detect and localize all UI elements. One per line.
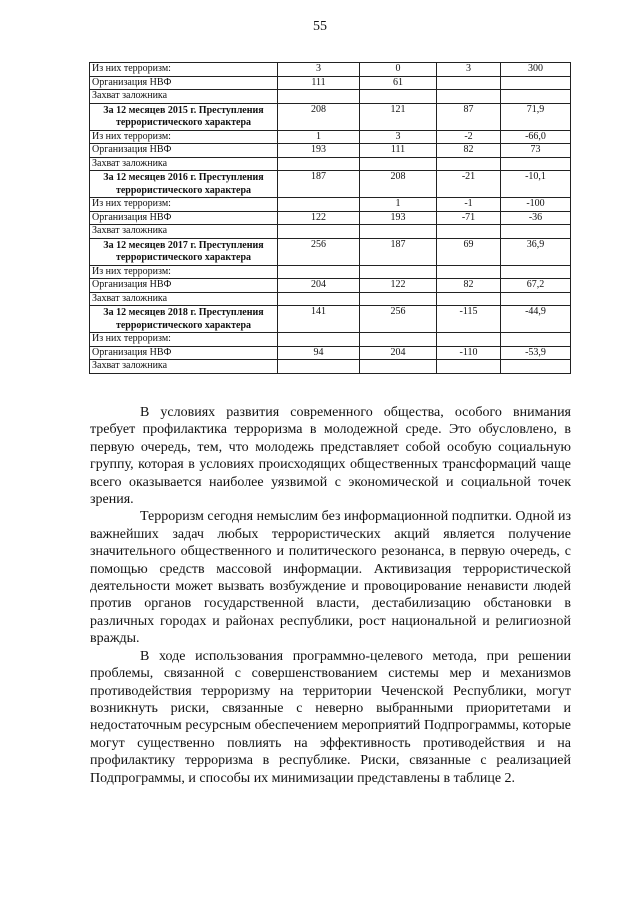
table-row — [90, 279, 571, 293]
table-cell: 73 — [501, 144, 571, 158]
table-cell: 256 — [278, 238, 360, 265]
table-cell — [360, 333, 437, 347]
table-row — [90, 198, 571, 212]
table-cell — [360, 90, 437, 104]
table-cell — [278, 292, 360, 306]
table-cell: 3 — [437, 63, 501, 77]
table-cell — [437, 157, 501, 171]
table-row — [90, 144, 571, 158]
table-cell: -21 — [437, 171, 501, 198]
table-cell: -10,1 — [501, 171, 571, 198]
table-cell — [360, 157, 437, 171]
table-cell: -53,9 — [501, 346, 571, 360]
table-cell — [437, 265, 501, 279]
table-row — [90, 292, 571, 306]
crime-statistics-table-body — [90, 63, 571, 374]
table-cell: 0 — [360, 63, 437, 77]
table-cell: 82 — [437, 279, 501, 293]
table-cell: 256 — [360, 306, 437, 333]
row-label: Захват заложника — [90, 225, 278, 239]
table-cell — [278, 157, 360, 171]
table-cell: 208 — [360, 171, 437, 198]
table-cell — [278, 333, 360, 347]
row-label: Захват заложника — [90, 157, 278, 171]
row-label: Организация НВФ — [90, 144, 278, 158]
table-row — [90, 211, 571, 225]
table-cell — [437, 292, 501, 306]
table-cell — [360, 360, 437, 374]
table-cell: 111 — [360, 144, 437, 158]
paragraph-youth-prevention: В условиях развития современного общества, особого внимания требует профилактика терроризма в молодежной среде. Это обусловлено, в первую очередь, тем, что молодежь представляет собой особую социальную группу, которая в условиях происходящих общественных трансформаций чаще всего оказывается наиболее уязвимой с экономической и социальной точек зрения. — [90, 405, 571, 508]
table-cell: -66,0 — [501, 130, 571, 144]
table-row — [90, 225, 571, 239]
row-label: Организация НВФ — [90, 211, 278, 225]
table-cell — [501, 360, 571, 374]
table-cell — [501, 333, 571, 347]
table-cell — [437, 225, 501, 239]
row-label: Захват заложника — [90, 292, 278, 306]
table-cell — [501, 90, 571, 104]
table-cell: -100 — [501, 198, 571, 212]
table-cell: 204 — [278, 279, 360, 293]
row-label: Организация НВФ — [90, 279, 278, 293]
table-cell — [278, 360, 360, 374]
table-cell: 3 — [278, 63, 360, 77]
table-cell — [278, 198, 360, 212]
row-label: Из них терроризм: — [90, 198, 278, 212]
table-cell: 36,9 — [501, 238, 571, 265]
table-cell: 204 — [360, 346, 437, 360]
table-row — [90, 346, 571, 360]
table-cell: -71 — [437, 211, 501, 225]
crime-statistics-table — [89, 62, 571, 374]
row-label: За 12 месяцев 2018 г. Преступления террористического характера — [90, 306, 278, 333]
table-cell: 193 — [360, 211, 437, 225]
table-cell — [360, 265, 437, 279]
table-cell — [278, 265, 360, 279]
row-label: Из них терроризм: — [90, 333, 278, 347]
table-cell — [501, 265, 571, 279]
table-cell — [360, 225, 437, 239]
table-cell — [501, 76, 571, 90]
table-cell — [501, 157, 571, 171]
row-label: Захват заложника — [90, 360, 278, 374]
table-row — [90, 360, 571, 374]
table-cell — [360, 292, 437, 306]
row-label: Захват заложника — [90, 90, 278, 104]
table-cell: 122 — [278, 211, 360, 225]
table-period-row — [90, 171, 571, 198]
table-cell: 67,2 — [501, 279, 571, 293]
table-cell: -36 — [501, 211, 571, 225]
table-cell: 187 — [278, 171, 360, 198]
table-cell: 1 — [360, 198, 437, 212]
table-cell: -2 — [437, 130, 501, 144]
row-label: За 12 месяцев 2016 г. Преступления террористического характера — [90, 171, 278, 198]
table-cell: 141 — [278, 306, 360, 333]
table-cell: -44,9 — [501, 306, 571, 333]
table-cell — [278, 90, 360, 104]
page-number: 55 — [313, 19, 327, 34]
table-row — [90, 63, 571, 77]
table-cell: 71,9 — [501, 103, 571, 130]
table-cell: -115 — [437, 306, 501, 333]
table-cell: 94 — [278, 346, 360, 360]
table-row — [90, 157, 571, 171]
table-cell: 87 — [437, 103, 501, 130]
table-cell: 61 — [360, 76, 437, 90]
row-label: Организация НВФ — [90, 346, 278, 360]
table-cell: 3 — [360, 130, 437, 144]
table-cell: 208 — [278, 103, 360, 130]
table-cell — [437, 76, 501, 90]
row-label: Из них терроризм: — [90, 265, 278, 279]
table-row — [90, 130, 571, 144]
table-cell — [278, 225, 360, 239]
table-cell: 187 — [360, 238, 437, 265]
table-cell: -1 — [437, 198, 501, 212]
table-cell: 121 — [360, 103, 437, 130]
table-cell: 122 — [360, 279, 437, 293]
table-cell — [437, 333, 501, 347]
row-label: Из них терроризм: — [90, 63, 278, 77]
row-label: Организация НВФ — [90, 76, 278, 90]
table-period-row — [90, 103, 571, 130]
table-row — [90, 265, 571, 279]
table-cell: 193 — [278, 144, 360, 158]
table-row — [90, 90, 571, 104]
table-cell: -110 — [437, 346, 501, 360]
table-cell — [437, 360, 501, 374]
table-cell — [501, 292, 571, 306]
paragraph-information-support: Терроризм сегодня немыслим без информационной подпитки. Одной из важнейших задач любых террористических акций является получение значительного общественного и политического резонанса, в первую очередь, с помощью средств массовой информации. Активизация террористической деятельности может вызвать возбуждение и провоцирование ненависти людей против органов государственной власти, дестабилизацию обстановки в различных городах и районах республики, рост национальной и религиозной вражды. — [90, 509, 571, 647]
row-label: За 12 месяцев 2015 г. Преступления террористического характера — [90, 103, 278, 130]
table-row — [90, 76, 571, 90]
table-cell: 111 — [278, 76, 360, 90]
table-cell — [437, 90, 501, 104]
table-cell: 300 — [501, 63, 571, 77]
table-cell: 82 — [437, 144, 501, 158]
table-period-row — [90, 238, 571, 265]
table-cell: 1 — [278, 130, 360, 144]
paragraph-program-risks: В ходе использования программно-целевого метода, при решении проблемы, связанной с совершенствованием системы мер и механизмов противодействия терроризму на территории Чеченской Республики, могут возникнуть риски, связанные с неверно выбранными приоритетами и недостаточным ресурсным обеспечением мероприятий Подпрограммы, которые могут существенно повлиять на эффективность противодействия и на профилактику терроризма в республике. Риски, связанные с реализацией Подпрограммы, и способы их минимизации представлены в таблице 2. — [90, 648, 571, 786]
table-period-row — [90, 306, 571, 333]
table-cell: 69 — [437, 238, 501, 265]
row-label: За 12 месяцев 2017 г. Преступления террористического характера — [90, 238, 278, 265]
table-row — [90, 333, 571, 347]
table-cell — [501, 225, 571, 239]
body-text — [90, 404, 571, 787]
row-label: Из них терроризм: — [90, 130, 278, 144]
